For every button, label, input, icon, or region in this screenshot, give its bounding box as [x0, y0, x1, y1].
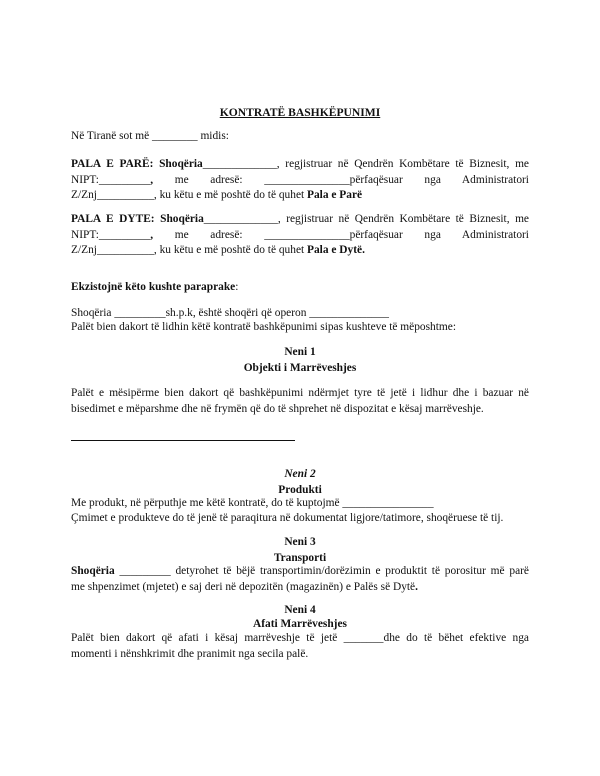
conditions-line-2: Palët bien dakort të lidhin këtë kontratë bashkëpunimi sipas kushteve të mëposhtme:	[71, 321, 456, 333]
intro-text-end: midis:	[200, 130, 229, 142]
article-2-product-text: Me produkt, në përputhje me këtë kontratë, do të kuptojmë	[71, 497, 340, 509]
party-two-line-1	[71, 212, 529, 228]
article-2-product-blank: ________________	[342, 497, 434, 509]
intro-text: Në Tiranë sot më	[71, 130, 150, 142]
party-two-comma: ,	[150, 228, 154, 241]
party-one-me: me	[174, 173, 189, 186]
party-one-paragraph	[71, 157, 529, 204]
party-one-address-group	[264, 174, 403, 186]
party-one-administrator: Administratori	[461, 173, 529, 186]
party-two-address-blank: _______________	[264, 228, 350, 241]
conditions-company-blank: _________	[114, 307, 166, 319]
party-one-comma: ,	[150, 173, 154, 186]
party-two-nipt-blank: _________	[98, 228, 151, 241]
party-two-address-group	[264, 229, 403, 241]
party-two-by: nga	[424, 228, 441, 241]
conditions-operates-text: sh.p.k, është shoqëri që operon	[165, 307, 307, 319]
article-1-title: Objekti i Marrëveshjes	[243, 362, 357, 374]
intro-line	[71, 129, 529, 145]
article-3-paragraph	[71, 564, 529, 595]
conditions-heading: Ekzistojnë këto kushte paraprake	[71, 281, 236, 293]
party-one-registration-text: , regjistruar në Qendrën Kombëtare të Biznesit, me	[276, 158, 529, 170]
party-two-name-blank: __________	[96, 244, 154, 257]
party-one-by: nga	[424, 173, 441, 186]
party-two-administrator: Administratori	[461, 228, 529, 241]
party-two-zznj: Z/Znj	[71, 244, 97, 257]
party-one-nipt-blank: _________	[98, 173, 151, 186]
party-one-line-3	[71, 188, 529, 204]
article-3-period: .	[415, 580, 418, 593]
article-4-title: Afati Marrëveshjes	[253, 618, 347, 630]
article-4-term-group	[344, 632, 529, 644]
party-two-company-blank: _____________	[203, 213, 278, 225]
party-two-me: me	[174, 228, 189, 241]
party-one-name: Pala e Parë	[307, 189, 363, 202]
party-one-called-text: , ku këtu e më poshtë do të quhet	[153, 189, 305, 202]
article-4-term-blank: _______	[343, 632, 384, 644]
party-two-nipt-label: NIPT:	[71, 228, 99, 241]
article-3-line-2	[71, 580, 529, 596]
conditions-heading-line	[71, 280, 529, 296]
party-two-paragraph	[71, 212, 529, 259]
article-3-line-1	[71, 564, 529, 580]
party-one-zznj: Z/Znj	[71, 189, 97, 202]
document-title: KONTRATË BASHKËPUNIMI	[219, 106, 381, 119]
party-one-line-2	[71, 173, 529, 189]
article-3-obligation-text: detyrohet të bëjë transportimin/dorëzimin e produktit të porositur më parë	[175, 565, 529, 577]
article-2-number: Neni 2	[284, 468, 316, 480]
article-4-effective-text: dhe do të bëhet efektive nga	[383, 632, 529, 644]
article-3-title: Transporti	[273, 552, 327, 564]
party-two-registration-text: , regjistruar në Qendrën Kombëtare të Biznesit, me	[277, 213, 529, 225]
party-two-called-text: , ku këtu e më poshtë do të quhet	[153, 244, 305, 257]
article-3-expenses-text: me shpenzimet (mjetet) e saj deri në depozitën (magazinën) e Palës së Dytë	[71, 580, 416, 593]
article-4-paragraph	[71, 631, 529, 662]
party-one-name-blank: __________	[96, 189, 154, 202]
party-one-address-label: adresë:	[210, 173, 243, 186]
party-two-label: PALA E DYTE: Shoqëria	[71, 213, 204, 225]
party-one-company-blank: _____________	[202, 158, 277, 170]
article-3-number: Neni 3	[284, 536, 316, 548]
article-2-title: Produkti	[278, 484, 322, 496]
article-4-line-1	[71, 631, 529, 647]
party-one-line-1	[71, 157, 529, 173]
date-blank: ________	[152, 130, 198, 142]
party-one-represented: përfaqësuar	[349, 173, 403, 186]
article-1-line-2: bisedimet e mëparshme dhe në frymën që do të shprehet në dispozitat e kësaj marrëveshje.	[71, 402, 484, 415]
party-one-address-blank: _______________	[264, 173, 350, 186]
article-4-term-text: Palët bien dakort që afati i kësaj marrëveshje të jetë	[71, 632, 338, 644]
party-two-line-3	[71, 243, 529, 259]
article-4-line-2: momenti i nënshkrimit dhe pranimit nga secila palë.	[71, 647, 309, 660]
conditions-operates-blank: ______________	[309, 307, 389, 319]
article-1-number: Neni 1	[284, 346, 316, 358]
party-two-line-2	[71, 228, 529, 244]
article-2-line-1	[71, 496, 529, 512]
party-two-address-label: adresë:	[210, 228, 243, 241]
party-two-represented: përfaqësuar	[349, 228, 403, 241]
separator-line	[71, 440, 295, 441]
article-3-company-blank: _________	[119, 565, 171, 577]
article-1-paragraph	[71, 386, 529, 417]
party-one-label: PALA E PARË: Shoqëria	[71, 158, 203, 170]
party-one-nipt-label: NIPT:	[71, 173, 99, 186]
conditions-colon: :	[235, 281, 239, 293]
article-3-company: Shoqëria	[71, 565, 115, 577]
article-1-line-1: Palët e mësipërme bien dakort që bashkëpunimi ndërmjet tyre të jetë i lidhur dhe i bazuar në	[71, 387, 529, 399]
article-4-number: Neni 4	[284, 604, 316, 616]
conditions-company: Shoqëria	[71, 307, 112, 319]
article-2-line-2: Çmimet e produkteve do të jenë të paraqitura në dokumentat ligjore/tatimore, shoqëruese të tij.	[71, 512, 504, 524]
party-two-name: Pala e Dytë.	[307, 244, 365, 257]
